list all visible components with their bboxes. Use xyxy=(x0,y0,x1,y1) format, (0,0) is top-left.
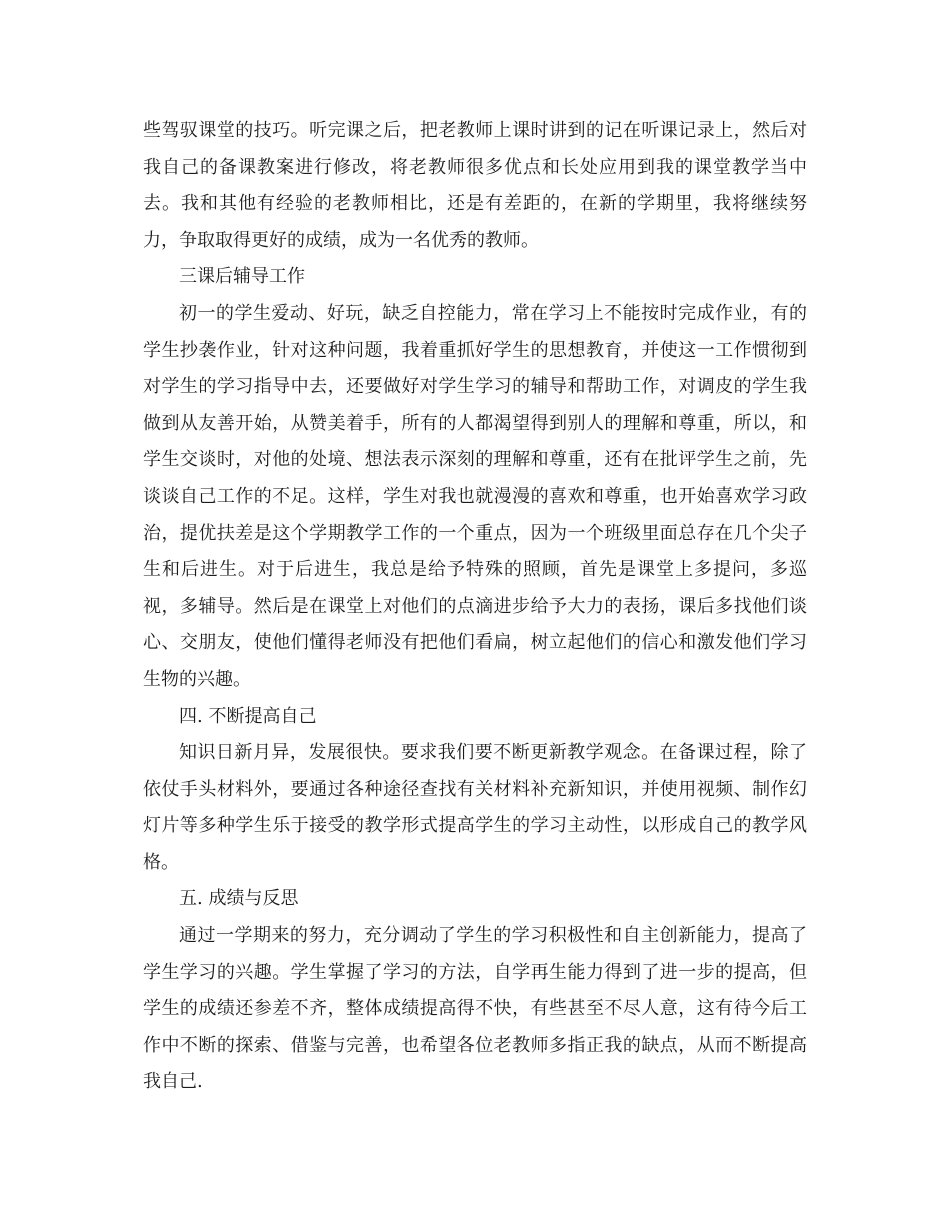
paragraph-self-improvement: 知识日新月异，发展很快。要求我们要不断更新教学观念。在备课过程，除了依仗手头材料外，要通过各种途径查找有关材料补充新知识，并使用视频、制作幻灯片等多种学生乐于接受的教学形式提高学生的学习主动性，以形成自己的教学风格。 xyxy=(143,742,807,873)
document-body xyxy=(143,113,807,1101)
paragraph-results-reflection: 通过一学期来的努力，充分调动了学生的学习积极性和自主创新能力，提高了学生学习的兴趣。学生掌握了学习的方法，自学再生能力得到了进一步的提高，但学生的成绩还参差不齐，整体成绩提高得不快，有些甚至不尽人意，这有待今后工作中不断的探索、借鉴与完善，也希望各位老教师多指正我的缺点，从而不断提高我自己. xyxy=(143,925,807,1093)
section-heading-5: 五. 成绩与反思 xyxy=(179,888,299,910)
paragraph-tutoring: 初一的学生爱动、好玩，缺乏自控能力，常在学习上不能按时完成作业，有的学生抄袭作业，针对这种问题，我着重抓好学生的思想教育，并使这一工作惯彻到对学生的学习指导中去，还要做好对学生学习的辅导和帮助工作，对调皮的学生我做到从友善开始，从赞美着手，所有的人都渴望得到别人的理解和尊重，所以，和学生交谈时，对他的处境、想法表示深刻的理解和尊重，还有在批评学生之前，先谈谈自己工作的不足。这样，学生对我也就漫漫的喜欢和尊重，也开始喜欢学习政治，提优扶差是这个学期教学工作的一个重点，因为一个班级里面总存在几个尖子生和后进生。对于后进生，我总是给予特殊的照顾，首先是课堂上多提问，多巡视，多辅导。然后是在课堂上对他们的点滴进步给予大力的表扬，课后多找他们谈心、交朋友，使他们懂得老师没有把他们看扁，树立起他们的信心和激发他们学习生物的兴趣。 xyxy=(143,302,807,690)
section-heading-3: 三课后辅导工作 xyxy=(179,266,305,288)
paragraph-continuation: 些驾驭课堂的技巧。听完课之后，把老教师上课时讲到的记在听课记录上，然后对我自己的备课教案进行修改，将老教师很多优点和长处应用到我的课堂教学当中去。我和其他有经验的老教师相比，还是有差距的，在新的学期里，我将继续努力，争取取得更好的成绩，成为一名优秀的教师。 xyxy=(143,120,807,251)
section-heading-4: 四. 不断提高自己 xyxy=(179,705,317,727)
